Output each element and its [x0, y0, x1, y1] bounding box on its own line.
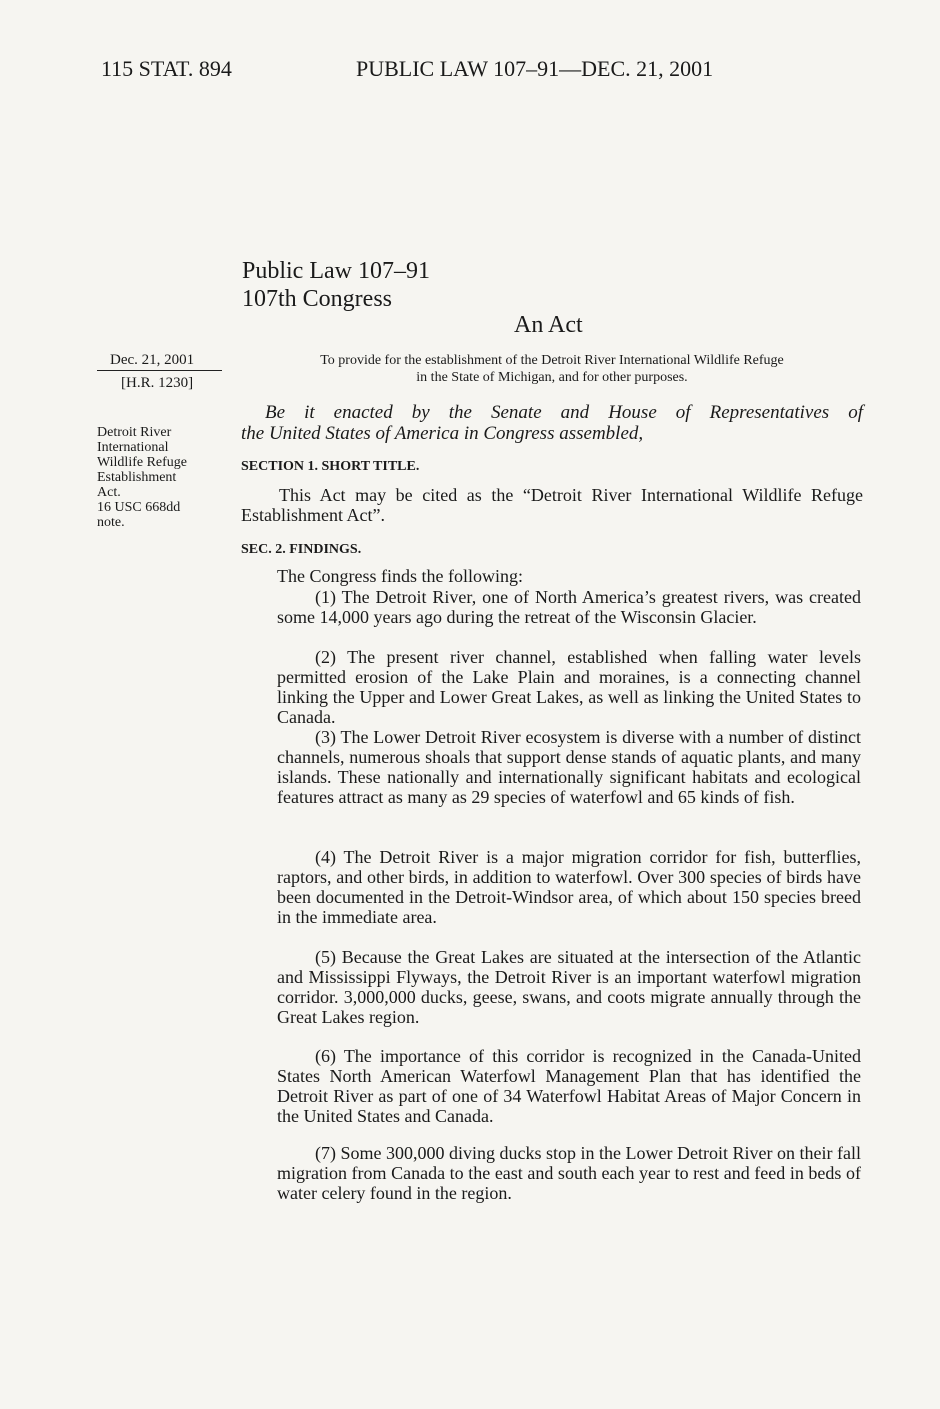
act-heading: An Act [514, 312, 583, 338]
margin-note-line: Wildlife Refuge [97, 455, 188, 470]
margin-note-line: Detroit River [97, 425, 172, 440]
margin-note-line: Act. [97, 485, 121, 500]
margin-rule [97, 370, 222, 371]
finding-3: (3) The Lower Detroit River ecosystem is diverse with a number of distinct channels, numerous shoals that support dense stands of aquatic plants, and many islands. These nationally and internationally significant habitats and ecological features attract as many as 29 species of waterfowl and 65 kinds of fish. [277, 727, 861, 807]
finding-4: (4) The Detroit River is a major migration corridor for fish, butterflies, raptors, and other birds, in addition to waterfowl. Over 300 species of birds have been documented in the Detroit-Windsor area, of which about 150 species breed in the immediate area. [277, 847, 861, 927]
finding-5: (5) Because the Great Lakes are situated at the intersection of the Atlantic and Mississippi Flyways, the Detroit River is an important waterfowl migration corridor. 3,000,000 ducks, geese, swans, and coots migrate annually through the Great Lakes region. [277, 947, 861, 1027]
section-1-text: This Act may be cited as the “Detroit River International Wildlife Refuge Establishment Act”. [241, 485, 863, 525]
running-head: PUBLIC LAW 107–91—DEC. 21, 2001 [356, 56, 714, 81]
margin-date: Dec. 21, 2001 [110, 352, 195, 368]
purpose-line: To provide for the establishment of the Detroit River International Wildlife Refuge [320, 353, 784, 368]
congress-number: 107th Congress [242, 286, 392, 312]
page-stat-reference: 115 STAT. 894 [101, 56, 232, 81]
section-1-heading: SECTION 1. SHORT TITLE. [241, 459, 420, 474]
findings-intro: The Congress finds the following: [277, 566, 523, 586]
margin-note [97, 425, 187, 530]
finding-6: (6) The importance of this corridor is recognized in the Canada-United States North American Waterfowl Management Plan that has identified the Detroit River as part of one of 34 Waterfowl Habitat Areas of Major Concern in the United States and Canada. [277, 1046, 861, 1126]
margin-note-line: 16 USC 668dd [97, 500, 181, 515]
margin-bill-number: [H.R. 1230] [121, 375, 194, 391]
finding-2: (2) The present river channel, established when falling water levels permitted erosion of the Lake Plain and moraines, is a connecting channel linking the Upper and Lower Great Lakes, as well as linking the United States to Canada. [277, 647, 861, 727]
enacting-line: the United States of America in Congress assembled, [241, 423, 644, 444]
margin-note-line: International [97, 440, 169, 455]
margin-note-line: note. [97, 515, 125, 530]
purpose-line: in the State of Michigan, and for other purposes. [416, 370, 688, 385]
finding-1: (1) The Detroit River, one of North America’s greatest rivers, was created some 14,000 years ago during the retreat of the Wisconsin Glacier. [277, 587, 861, 627]
section-2-heading: SEC. 2. FINDINGS. [241, 542, 362, 557]
enacting-clause [241, 402, 863, 444]
law-number: Public Law 107–91 [242, 258, 430, 284]
margin-note-line: Establishment [97, 470, 177, 485]
enacting-line: Be it enacted by the Senate and House of Representatives of [265, 402, 863, 423]
finding-7: (7) Some 300,000 diving ducks stop in the Lower Detroit River on their fall migration from Canada to the east and south each year to rest and feed in beds of water celery found in the region. [277, 1143, 861, 1203]
act-purpose [252, 352, 852, 386]
